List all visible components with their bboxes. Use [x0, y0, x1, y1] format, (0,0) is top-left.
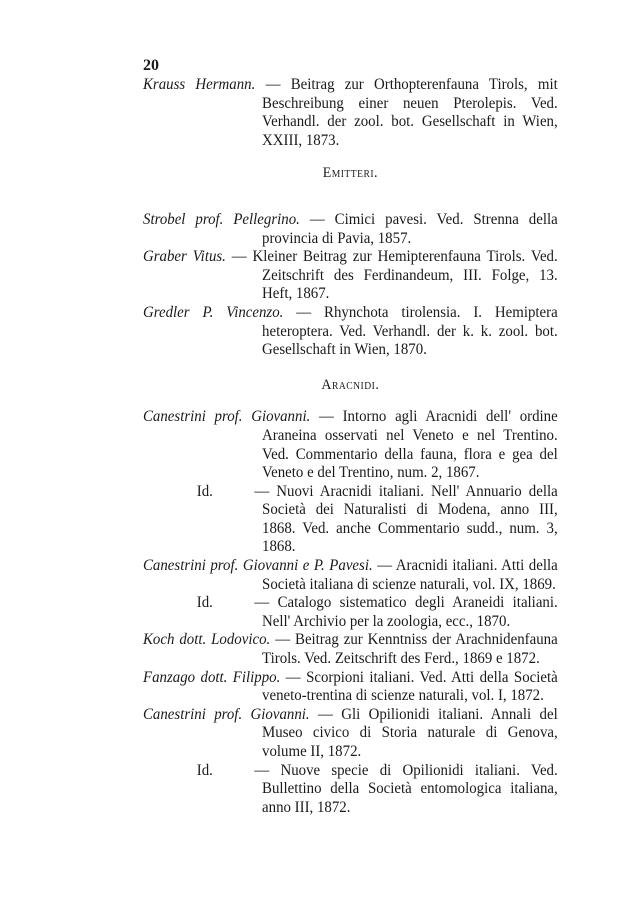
entry-text: — Intorno agli Aracnidi dell' ordine Araneina osservati nel Veneto e nel Trentino. Ved. Commentario della fauna, flora e gea del Veneto e del Trentino, num. 2, 1867.	[262, 408, 558, 482]
entry-text: — Beitrag zur Orthopterenfauna Tirols, mit Beschreibung einer neuen Pterolepis. Ved. Verhandl. der zool. bot. Gesellschaft in Wien, XXIII, 1873.	[255, 76, 558, 149]
bibliography	[143, 76, 558, 817]
bibliography-entry	[143, 248, 558, 304]
entry-author: Strobel prof. Pellegrino.	[143, 210, 300, 228]
bibliography-entry	[143, 594, 558, 631]
bibliography-entry	[143, 483, 558, 557]
entry-text: — Aracnidi italiani. Atti della Società italiana di scienze naturali, vol. IX, 1869.	[262, 557, 558, 593]
bibliography-entry	[143, 706, 558, 762]
entry-author: Canestrini prof. Giovanni.	[143, 705, 310, 723]
entry-text: — Cimici pavesi. Ved. Strenna della provincia di Pavia, 1857.	[262, 210, 558, 247]
entry-text: — Gli Opilionidi italiani. Annali del Museo civico di Storia naturale di Genova, volume II, 1872.	[262, 705, 558, 760]
entry-author: Graber Vitus.	[143, 248, 226, 266]
entry-author: Koch dott. Lodovico.	[143, 631, 271, 649]
entry-text: — Kleiner Beitrag zur Hemipterenfauna Tirols. Ved. Zeitschrift des Ferdinandeum, III. Folge, 13. Heft, 1867.	[225, 248, 558, 303]
entry-author: Canestrini prof. Giovanni e P. Pavesi.	[143, 557, 373, 575]
entry-text: — Nuove specie di Opilionidi italiani. Ved. Bullettino della Società entomologica italiana, anno III, 1872.	[254, 761, 558, 816]
bibliography-entry	[143, 557, 558, 594]
entry-text: — Catalogo sistematico degli Araneidi italiani. Nell' Archivio per la zoologia, ecc., 1870.	[254, 594, 558, 630]
entry-author: Canestrini prof. Giovanni.	[143, 408, 311, 426]
entry-text: — Rhynchota tirolensia. I. Hemiptera heteroptera. Ved. Verhandl. der k. k. zool. bot. Gesellschaft in Wien, 1870.	[262, 303, 558, 359]
bibliography-entry	[143, 211, 558, 248]
entry-text: — Scorpioni italiani. Ved. Atti della Società veneto-trentina di scienze naturali, vol. I, 1872.	[262, 668, 558, 705]
entry-text: — Nuovi Aracnidi italiani. Nell' Annuario della Società dei Naturalisti di Modena, anno III, 1868. Ved. anche Commentario sudd., num. 3, 1868.	[254, 482, 558, 556]
entry-text: — Beitrag zur Kenntniss der Arachnidenfauna Tirols. Ved. Zeitschrift des Ferd., 1869 e 1872.	[262, 631, 558, 668]
section-heading-emitteri: Emitteri.	[322, 165, 378, 182]
bibliography-entry	[143, 631, 558, 668]
bibliography-entry	[143, 76, 558, 150]
entry-author: Krauss Hermann.	[143, 76, 256, 93]
bibliography-entry	[143, 669, 558, 706]
page-number: 20	[143, 57, 159, 74]
bibliography-entry	[143, 304, 558, 360]
bibliography-entry	[143, 408, 558, 482]
entry-author: Fanzago dott. Filippo.	[143, 668, 281, 686]
entry-idem-label: Id.	[196, 594, 213, 612]
section-heading-aracnidi: Aracnidi.	[321, 376, 380, 393]
bibliography-entry	[143, 762, 558, 818]
entry-idem-label: Id.	[196, 482, 213, 500]
entry-author: Gredler P. Vincenzo.	[143, 303, 284, 321]
entry-idem-label: Id.	[196, 761, 213, 779]
